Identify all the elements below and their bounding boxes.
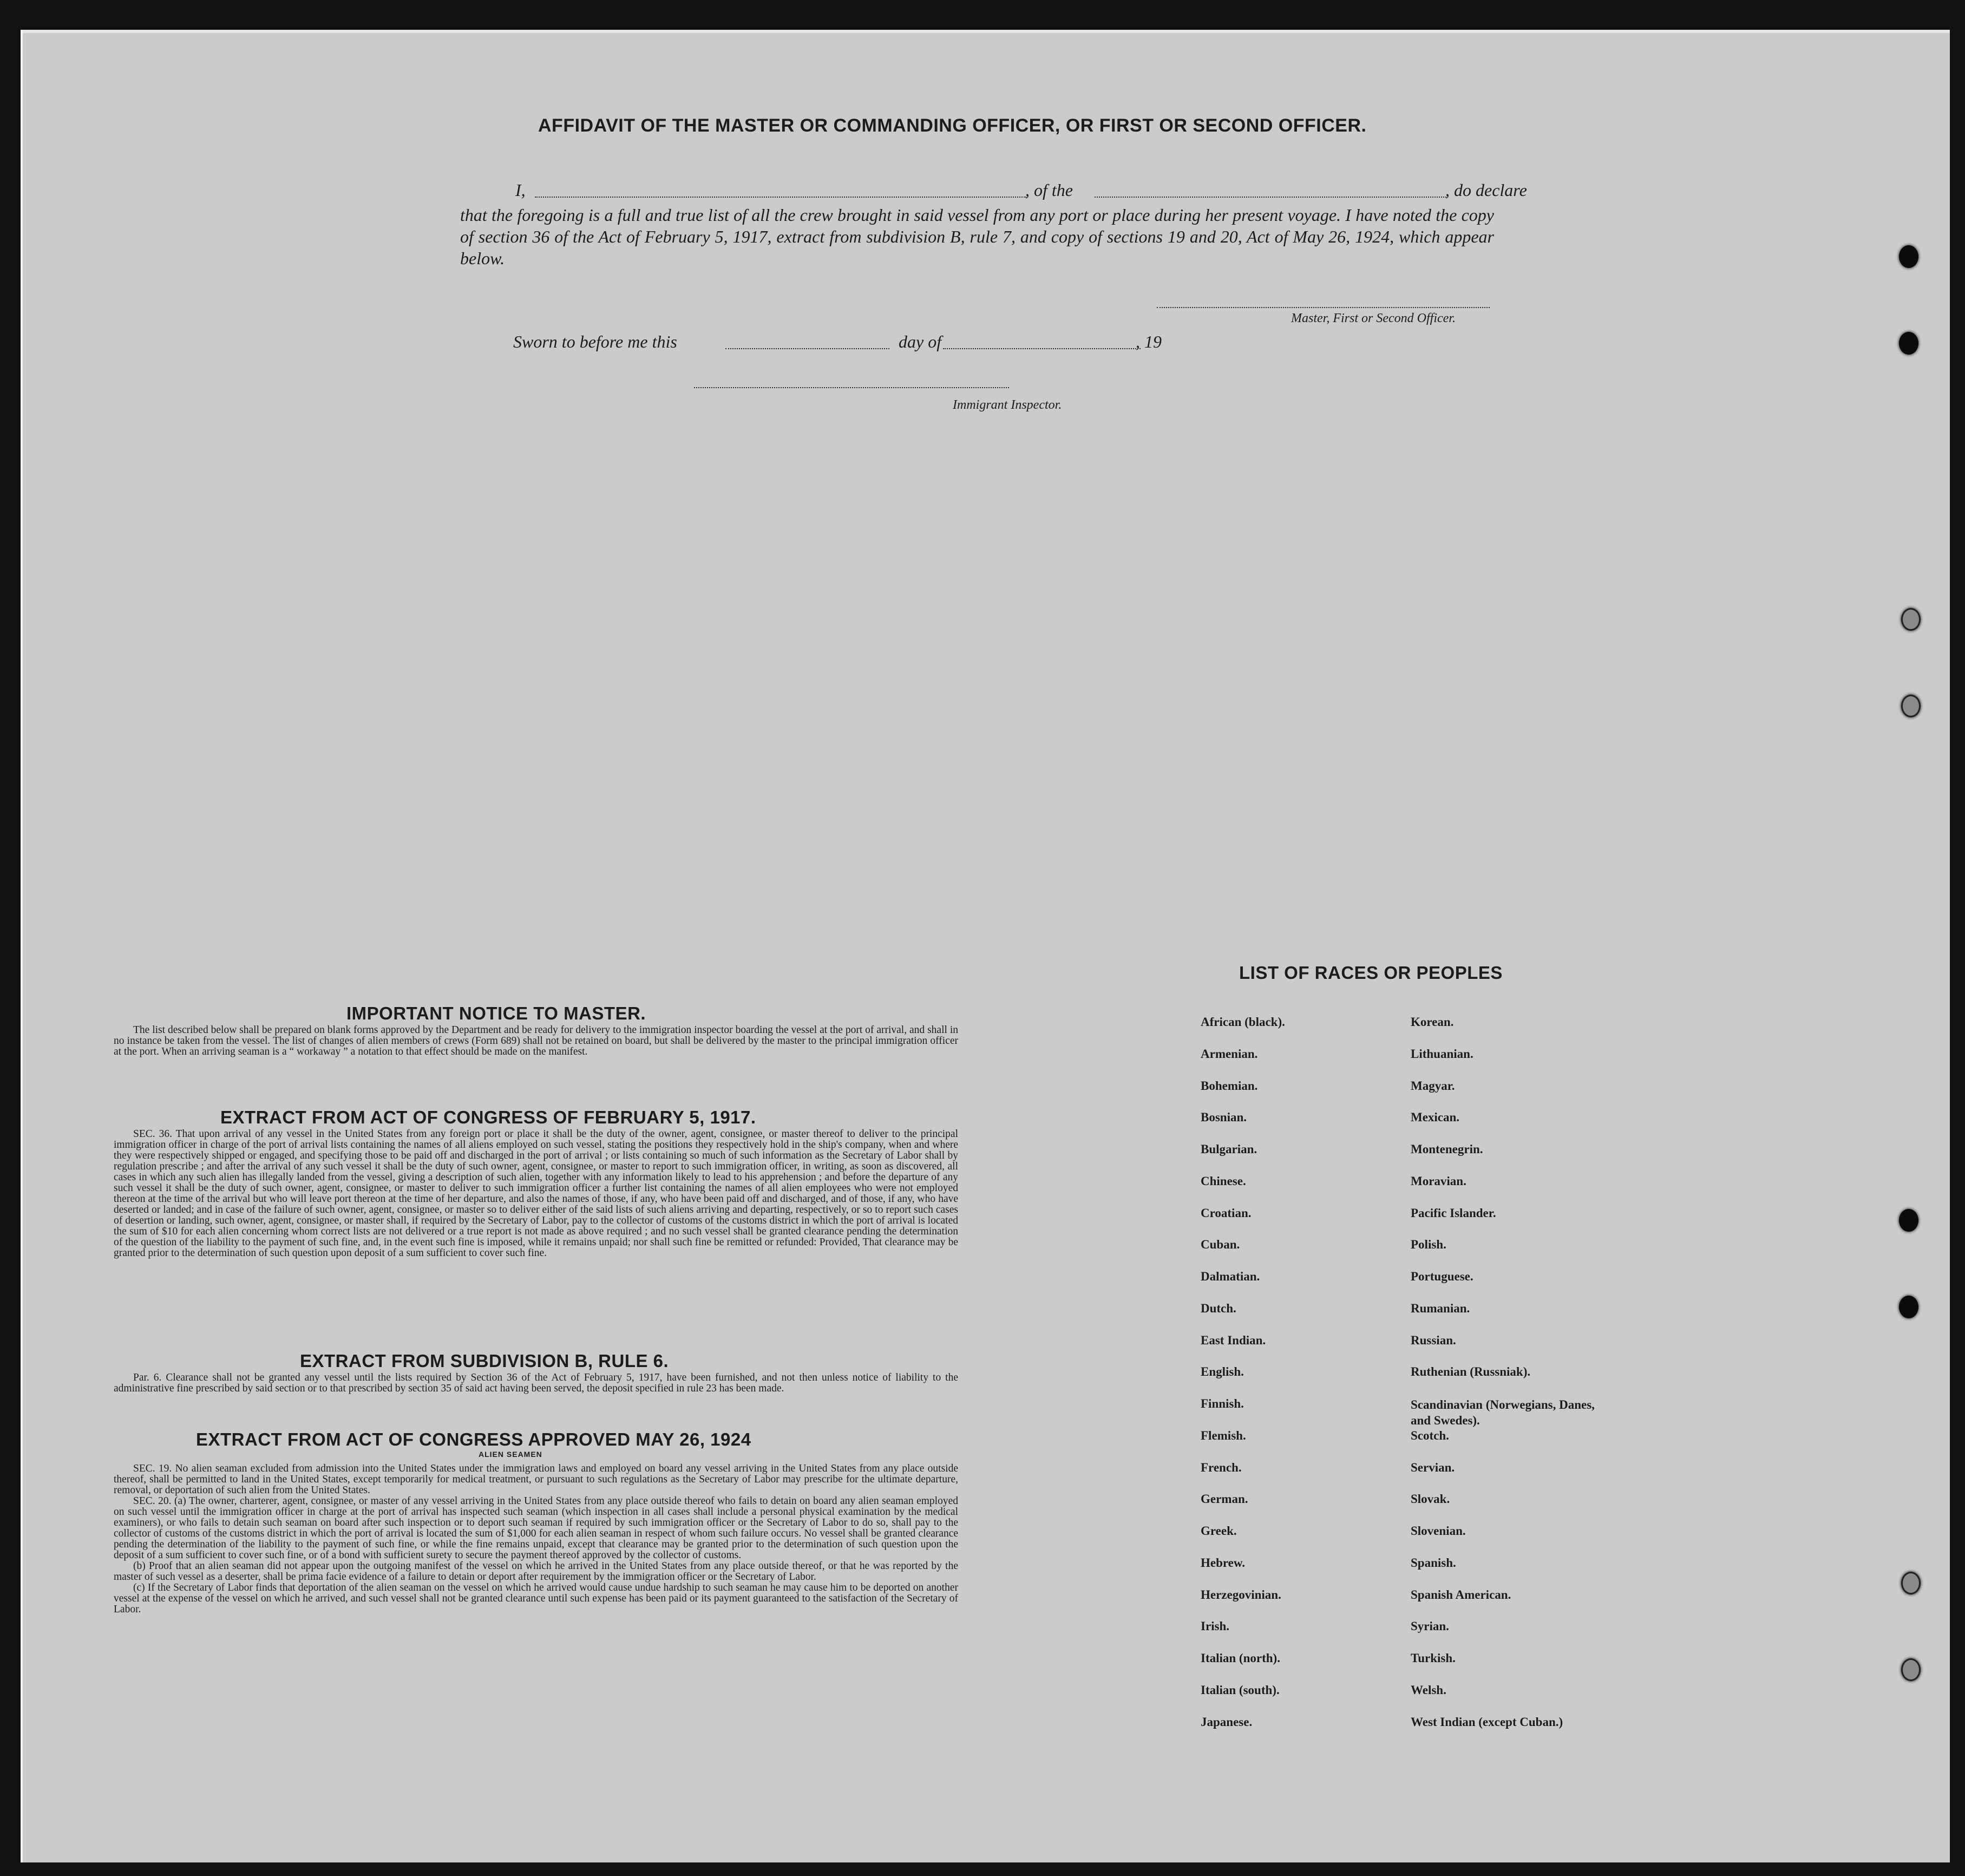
race-item: Scotch. (1411, 1428, 1449, 1442)
sheet-top-edge (23, 30, 1950, 33)
race-item: Pacific Islander. (1411, 1206, 1496, 1220)
sworn-day-line[interactable] (725, 348, 889, 349)
year-prefix: , 19 (1136, 332, 1162, 351)
extract-1917-title: EXTRACT FROM ACT OF CONGRESS OF FEBRUARY 5, 1917. (220, 1107, 756, 1127)
race-item: Spanish. (1411, 1555, 1456, 1570)
day-of-text: day of (899, 332, 942, 351)
race-item: Croatian. (1201, 1206, 1252, 1220)
punch-hole (1899, 245, 1918, 268)
inspector-caption: Immigrant Inspector. (953, 398, 1062, 412)
sec-19-text: SEC. 19. No alien seaman excluded from admission into the United States under the immigration laws and employed on board any vessel arriving in the United States from any place outside thereof, shall be permitted to land in the United States, except temporarily for medical treatment, or pursuant to such regulations as the Secretary of Labor may prescribe for the ultimate departure, removal, or deportation of such alien from the United States. (114, 1463, 958, 1496)
race-item: Ruthenian (Russniak). (1411, 1365, 1531, 1379)
extract-1924-subtitle: ALIEN SEAMEN (479, 1450, 542, 1459)
extract-1917-text: SEC. 36. That upon arrival of any vessel in the United States from any foreign port or place it shall be the duty of the owner, agent, consignee, or master thereof to deliver to the principal immigration officer in charge of the port of arrival lists containing the names of all aliens employed on such vessel, stating the positions they respectively hold in the ship's company, when and where they were respectively shipped or engaged, and specifying those to be paid off and discharged in the port of arrival ; or lists containing so much of such information as the Secretary of Labor shall by regulation prescribe ; and after the arrival of any such vessel it shall be the duty of such owner, agent, consignee, or master to report to such immigration officer, in writing, as soon as discovered, all cases in which any such alien has illegally landed from the vessel, giving a description of such alien, together with any information likely to lead to his apprehension ; and before the departure of any such vessel it shall be the duty of such owner, agent, consignee, or master to deliver to such immigration officer a further list containing the names of all alien employees who were not employed thereon at the time of the arrival but who will leave port thereon at the time of her departure, and also the names of those, if any, who have been paid off and discharged, and of those, if any, who have deserted or landed; and in case of the failure of such owner, agent, consignee, or master so to deliver either of the said lists of such aliens arriving and departing, respectively, or so to report such cases of desertion or landing, such owner, agent, consignee, or master shall, if required by the Secretary of Labor, pay to the collector of customs of the customs district in which the port of arrival is located the sum of $10 for each alien concerning whom correct lists are not delivered or a true report is not made as above required ; and no such vessel shall be granted clearance pending the determination of the question of the liability to the payment of such fine, and, in the event such fine is imposed, while it remains unpaid; nor shall such fine be remitted or refunded: Provided, That clearance may be granted prior to the determination of such question upon deposit of a sum sufficient to cover such fine. (114, 1128, 958, 1259)
race-item: Irish. (1201, 1619, 1230, 1633)
race-item: Polish. (1411, 1238, 1446, 1252)
race-item: Rumanian. (1411, 1301, 1470, 1315)
affidavit-declare: , do declare (1445, 180, 1527, 200)
race-item: Portuguese. (1411, 1270, 1473, 1283)
sec-20c-text: (c) If the Secretary of Labor finds that deportation of the alien seaman on the vessel on which he arrived would cause undue hardship to such seaman he may cause him to be deported on another vessel at the expense of the vessel on which he arrived, and such vessel shall not be granted clearance until such expense has been paid or its payment guaranteed to the satisfaction of the Secretary of Labor. (114, 1582, 958, 1615)
races-title: LIST OF RACES OR PEOPLES (1239, 963, 1503, 983)
race-item: Turkish. (1411, 1651, 1456, 1665)
race-item: English. (1201, 1365, 1244, 1379)
master-caption: Master, First or Second Officer. (1291, 311, 1456, 325)
race-item: French. (1201, 1460, 1242, 1474)
race-item: Slovenian. (1411, 1524, 1466, 1538)
punch-hole (1901, 1658, 1921, 1681)
race-item: Scandinavian (Norwegians, Danes, and Swedes). (1411, 1398, 1595, 1427)
race-item: Spanish American. (1411, 1587, 1511, 1602)
vessel-line[interactable] (1095, 197, 1446, 198)
affidavit-of-the: , of the (1025, 180, 1073, 200)
race-item: Hebrew. (1201, 1555, 1245, 1570)
document-sheet (21, 30, 1950, 1862)
punch-hole (1899, 332, 1918, 355)
race-item: Russian. (1411, 1333, 1456, 1347)
affidavit-i: I, (515, 180, 526, 200)
master-signature-line[interactable] (1157, 307, 1490, 308)
affidavit-title: AFFIDAVIT OF THE MASTER OR COMMANDING OFFICER, OR FIRST OR SECOND OFFICER. (538, 115, 1367, 136)
sec-20a-text: SEC. 20. (a) The owner, charterer, agent, consignee, or master of any vessel arriving in the United States from any place outside thereof who fails to detain on board any alien seaman employed on such vessel until the immigration officer in charge at the port of arrival has inspected such seaman (which inspection in all cases shall include a personal physical examination by the medical examiners), or who fails to detain such seaman on board after such inspection or to deport such seaman if required by such immigration officer or the Secretary of Labor to do so, shall pay to the collector of customs of the customs district in which the port of arrival is located the sum of $1,000 for each alien seaman in respect of whom such failure occurs. No vessel shall be granted clearance pending the determination of the liability to the payment of such fine, or while the fine remains unpaid, except that clearance may be granted prior to the determination of such question upon the deposit of a sum sufficient to cover such fine, or of a bond with sufficient surety to secure the payment thereof approved by the collector of customs. (114, 1495, 958, 1561)
race-item: Bulgarian. (1201, 1142, 1257, 1156)
subdivision-b-title: EXTRACT FROM SUBDIVISION B, RULE 6. (300, 1351, 669, 1371)
punch-hole (1901, 1572, 1921, 1594)
extract-1924-title: EXTRACT FROM ACT OF CONGRESS APPROVED MAY 26, 1924 (196, 1429, 751, 1449)
race-item: Chinese. (1201, 1174, 1246, 1188)
race-item: Moravian. (1411, 1174, 1466, 1188)
sworn-text: Sworn to before me this (513, 332, 677, 351)
sec-20b-text: (b) Proof that an alien seaman did not appear upon the outgoing manifest of the vessel on which he arrived in the United States from any place outside thereof, or that he was reported by the master of such vessel as a deserter, shall be prima facie evidence of a failure to detain or deport after requirement by the immigration officer or the Secretary of Labor. (114, 1560, 958, 1583)
race-item: Cuban. (1201, 1238, 1240, 1252)
race-item: Flemish. (1201, 1428, 1246, 1442)
race-item: Korean. (1411, 1015, 1454, 1029)
extract-1924-body (114, 1463, 958, 1615)
race-item: German. (1201, 1492, 1248, 1506)
race-item: Bosnian. (1201, 1110, 1247, 1125)
race-item: Mexican. (1411, 1110, 1460, 1125)
notice-title: IMPORTANT NOTICE TO MASTER. (346, 1003, 646, 1023)
punch-hole (1901, 695, 1921, 717)
race-item: East Indian. (1201, 1333, 1266, 1347)
race-item: Lithuanian. (1411, 1047, 1473, 1061)
race-item: Italian (south). (1201, 1683, 1280, 1697)
race-item: Montenegrin. (1411, 1142, 1483, 1156)
affidavit-body: that the foregoing is a full and true list of all the crew brought in said vessel from any port or place during her present voyage. I have noted the copy of section 36 of the Act of February 5, 1917, extract from subdivision B, rule 7, and copy of sections 19 and 20, Act of May 26, 1924, which appear below. (460, 205, 1494, 268)
race-item: African (black). (1201, 1015, 1285, 1029)
race-item: Dutch. (1201, 1301, 1236, 1315)
race-item: Magyar. (1411, 1078, 1455, 1093)
inspector-signature-line[interactable] (694, 387, 1009, 388)
name-line[interactable] (535, 197, 1026, 198)
race-item: Syrian. (1411, 1619, 1449, 1633)
race-item: Japanese. (1201, 1715, 1253, 1729)
race-item: Finnish. (1201, 1397, 1244, 1410)
sworn-month-line[interactable] (943, 348, 1141, 349)
race-item: Bohemian. (1201, 1078, 1258, 1093)
race-item: Dalmatian. (1201, 1270, 1260, 1283)
race-item: Slovak. (1411, 1492, 1450, 1506)
race-item: Welsh. (1411, 1683, 1446, 1697)
punch-hole (1899, 1296, 1918, 1318)
punch-hole (1901, 608, 1921, 631)
subdivision-b-text: Par. 6. Clearance shall not be granted any vessel until the lists required by Section 36 of the Act of February 5, 1917, have been furnished, and not then unless notice of liability to the administrative fine prescribed by said section or to that prescribed by section 35 of said act having been served, the deposit specified in rule 23 has been made. (114, 1372, 958, 1394)
race-item: Armenian. (1201, 1047, 1258, 1061)
notice-text: The list described below shall be prepared on blank forms approved by the Department and be ready for delivery to the immigration inspector boarding the vessel at the port of arrival, and shall in no instance be taken from the vessel. The list of changes of alien members of crews (Form 689) shall not be retained on board, but shall be delivered by the master to the principal immigration officer at the port. When an arriving seaman is a “ workaway ” a notation to that effect should be made on the manifest. (114, 1024, 958, 1057)
race-item: Servian. (1411, 1460, 1455, 1474)
race-item: Greek. (1201, 1524, 1237, 1538)
race-item: West Indian (except Cuban.) (1411, 1715, 1563, 1729)
punch-hole (1899, 1209, 1918, 1232)
race-item: Italian (north). (1201, 1651, 1280, 1665)
race-item: Herzegovinian. (1201, 1587, 1281, 1602)
